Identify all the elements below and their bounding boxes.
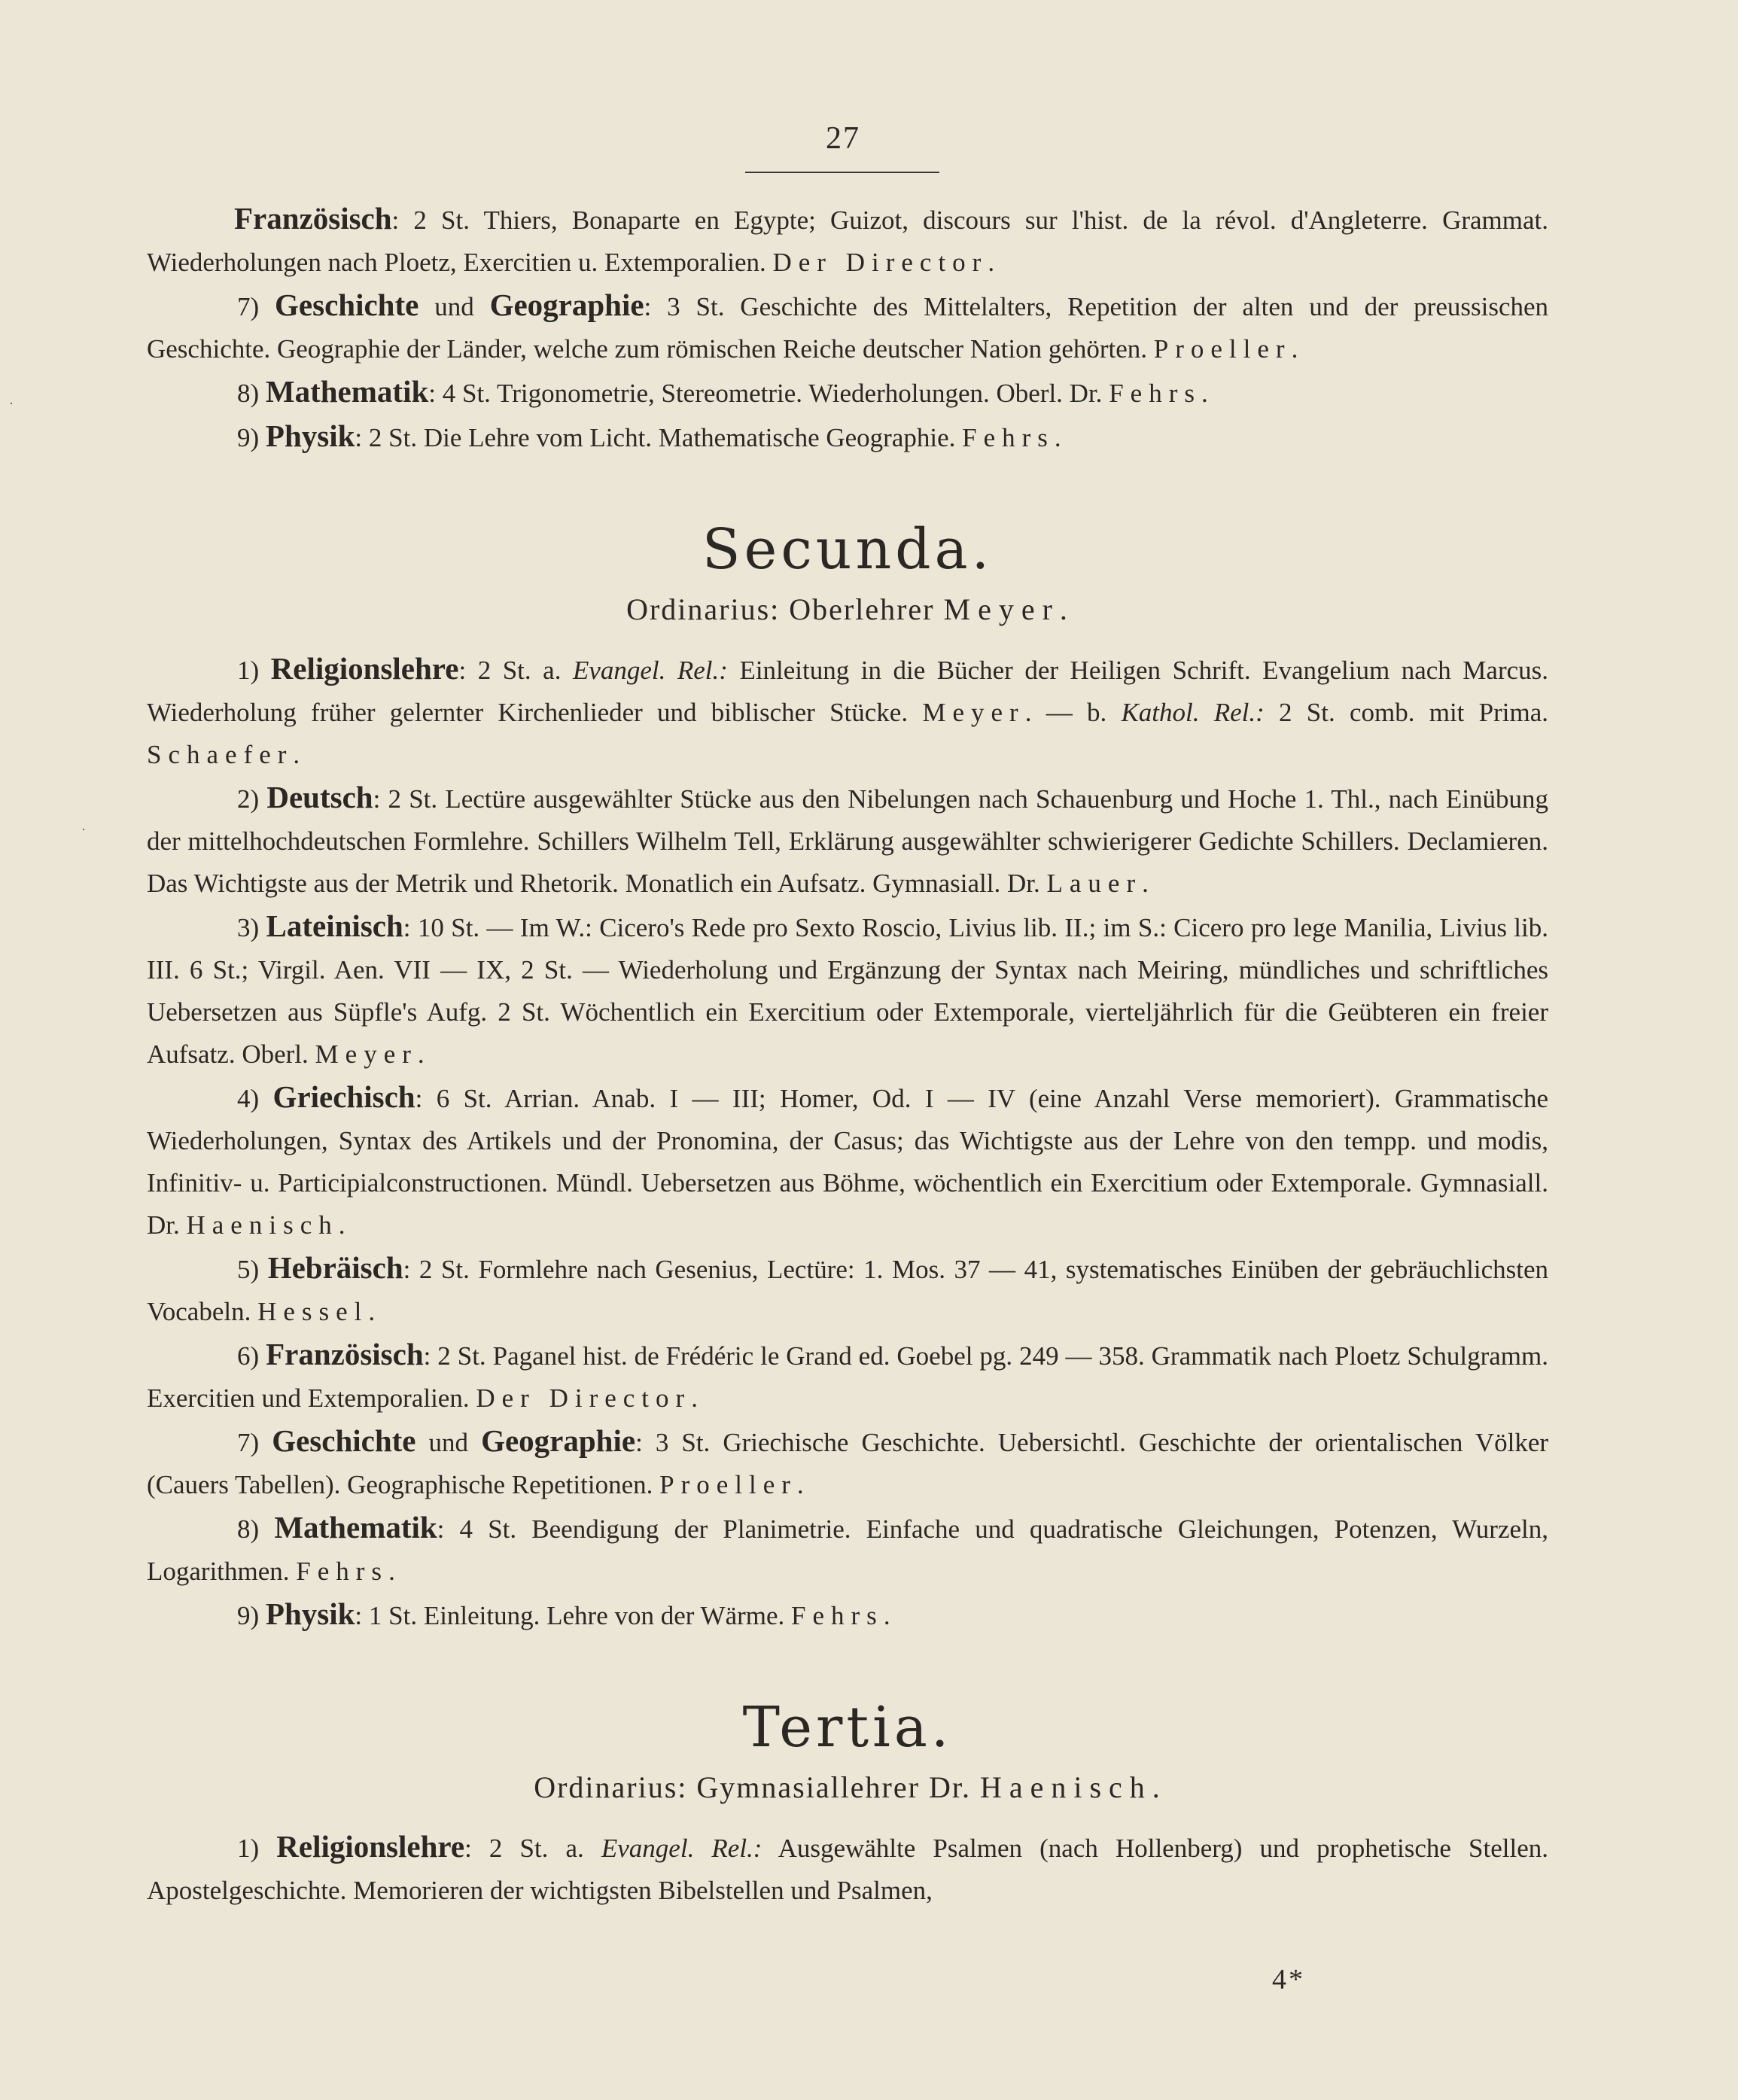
- signature-mark: 4*: [1272, 1964, 1305, 1995]
- secunda-griechisch: 4) Griechisch: 6 St. Arrian. Anab. I — III; Homer, Od. I — IV (eine Anzahl Verse memoriert). Grammatische Wiederholungen, Syntax des Artikels und der Pronomina, der Casus; das Wichtigste aus der Lehre von den tempp. und modis, Infinitiv- u. Participialconstructionen. Mündl. Uebersetzen aus Böhme, wöchentlich ein Exercitium oder Extemporale. Gymnasiall. Dr. Haenisch.: [147, 1079, 1548, 1240]
- secunda-geschichte: 7) Geschichte und Geographie: 3 St. Griechische Geschichte. Uebersichtl. Geschichte der orientalischen Völker (Cauers Tabellen). Geographische Repetitionen. Proeller.: [147, 1423, 1549, 1499]
- secunda-mathematik: 8) Mathematik: 4 St. Beendigung der Planimetrie. Einfache und quadratische Gleichungen, Potenzen, Wurzeln, Logarithmen. Fehrs.: [147, 1510, 1548, 1586]
- secunda-franzoesisch: 6) Französisch: 2 St. Paganel hist. de Frédéric le Grand ed. Goebel pg. 249 — 358. Grammatik nach Ploetz Schulgramm. Exercitien und Extemporalien. Der Director.: [147, 1337, 1548, 1413]
- header-rule: [745, 172, 939, 173]
- document-body: [147, 197, 1548, 1912]
- prima-franzoesisch: Französisch: 2 St. Thiers, Bonaparte en Egypte; Guizot, discours sur l'hist. de la révol. d'Angleterre. Grammat. Wiederholungen nach Ploetz, Exercitien u. Extemporalien. Der Director.: [147, 201, 1548, 277]
- prima-physik: 9) Physik: 2 St. Die Lehre vom Licht. Mathematische Geographie. Fehrs.: [237, 418, 1061, 453]
- prima-geschichte: 7) Geschichte und Geographie: 3 St. Geschichte des Mittelalters, Repetition der alten und der preussischen Geschichte. Geographie der Länder, welche zum römischen Reiche deutscher Nation gehörten. Proeller.: [147, 288, 1549, 364]
- secunda-hebraeisch: 5) Hebräisch: 2 St. Formlehre nach Gesenius, Lectüre: 1. Mos. 37 — 41, systematisches Einüben der gebräuchlichsten Vocabeln. Hessel.: [147, 1250, 1548, 1326]
- secunda-lateinisch: 3) Lateinisch: 10 St. — Im W.: Cicero's Rede pro Sexto Roscio, Livius lib. II.; im S.: Cicero pro lege Manilia, Livius lib. III. 6 St.; Virgil. Aen. VII — IX, 2 St. — Wiederholung und Ergänzung der Syntax nach Meiring, mündliches und schriftliches Uebersetzen aus Süpfle's Aufg. 2 St. Wöchentlich ein Exercitium oder Extemporale, vierteljährlich für die Geübteren ein freier Aufsatz. Oberl. Meyer.: [147, 908, 1549, 1069]
- secunda-ordinarius: Ordinarius: Oberlehrer Meyer.: [626, 592, 1069, 626]
- secunda-physik: 9) Physik: 1 St. Einleitung. Lehre von der Wärme. Fehrs.: [237, 1596, 890, 1631]
- prima-mathematik: 8) Mathematik: 4 St. Trigonometrie, Stereometrie. Wiederholungen. Oberl. Dr. Fehrs.: [237, 374, 1208, 409]
- margin-mark: ·: [81, 822, 86, 837]
- tertia-heading: Tertia.: [742, 1695, 953, 1760]
- secunda-heading: Secunda.: [702, 517, 994, 582]
- margin-mark: ·: [9, 396, 14, 411]
- tertia-religionslehre: 1) Religionslehre: 2 St. a. Evangel. Rel.: Ausgewählte Psalmen (nach Hollenberg) und prophetische Stellen. Apostelgeschichte. Memorieren der wichtigsten Bibelstellen und Psalmen,: [147, 1829, 1548, 1905]
- tertia-ordinarius: Ordinarius: Gymnasiallehrer Dr. Haenisch.: [534, 1770, 1161, 1804]
- page-number: 27: [826, 121, 860, 156]
- secunda-religionslehre: 1) Religionslehre: 2 St. a. Evangel. Rel.: Einleitung in die Bücher der Heiligen Schrift. Evangelium nach Marcus. Wiederholung früher gelernter Kirchenlieder und biblischer Stücke. Meyer. — b. Kathol. Rel.: 2 St. comb. mit Prima. Schaefer.: [147, 651, 1549, 769]
- secunda-deutsch: 2) Deutsch: 2 St. Lectüre ausgewählter Stücke aus den Nibelungen nach Schauenburg und Hoche 1. Thl., nach Einübung der mittelhochdeutschen Formlehre. Schillers Wilhelm Tell, Erklärung ausgewählter schwierigerer Gedichte Schillers. Declamieren. Das Wichtigste aus der Metrik und Rhetorik. Monatlich ein Aufsatz. Gymnasiall. Dr. Lauer.: [147, 780, 1549, 898]
